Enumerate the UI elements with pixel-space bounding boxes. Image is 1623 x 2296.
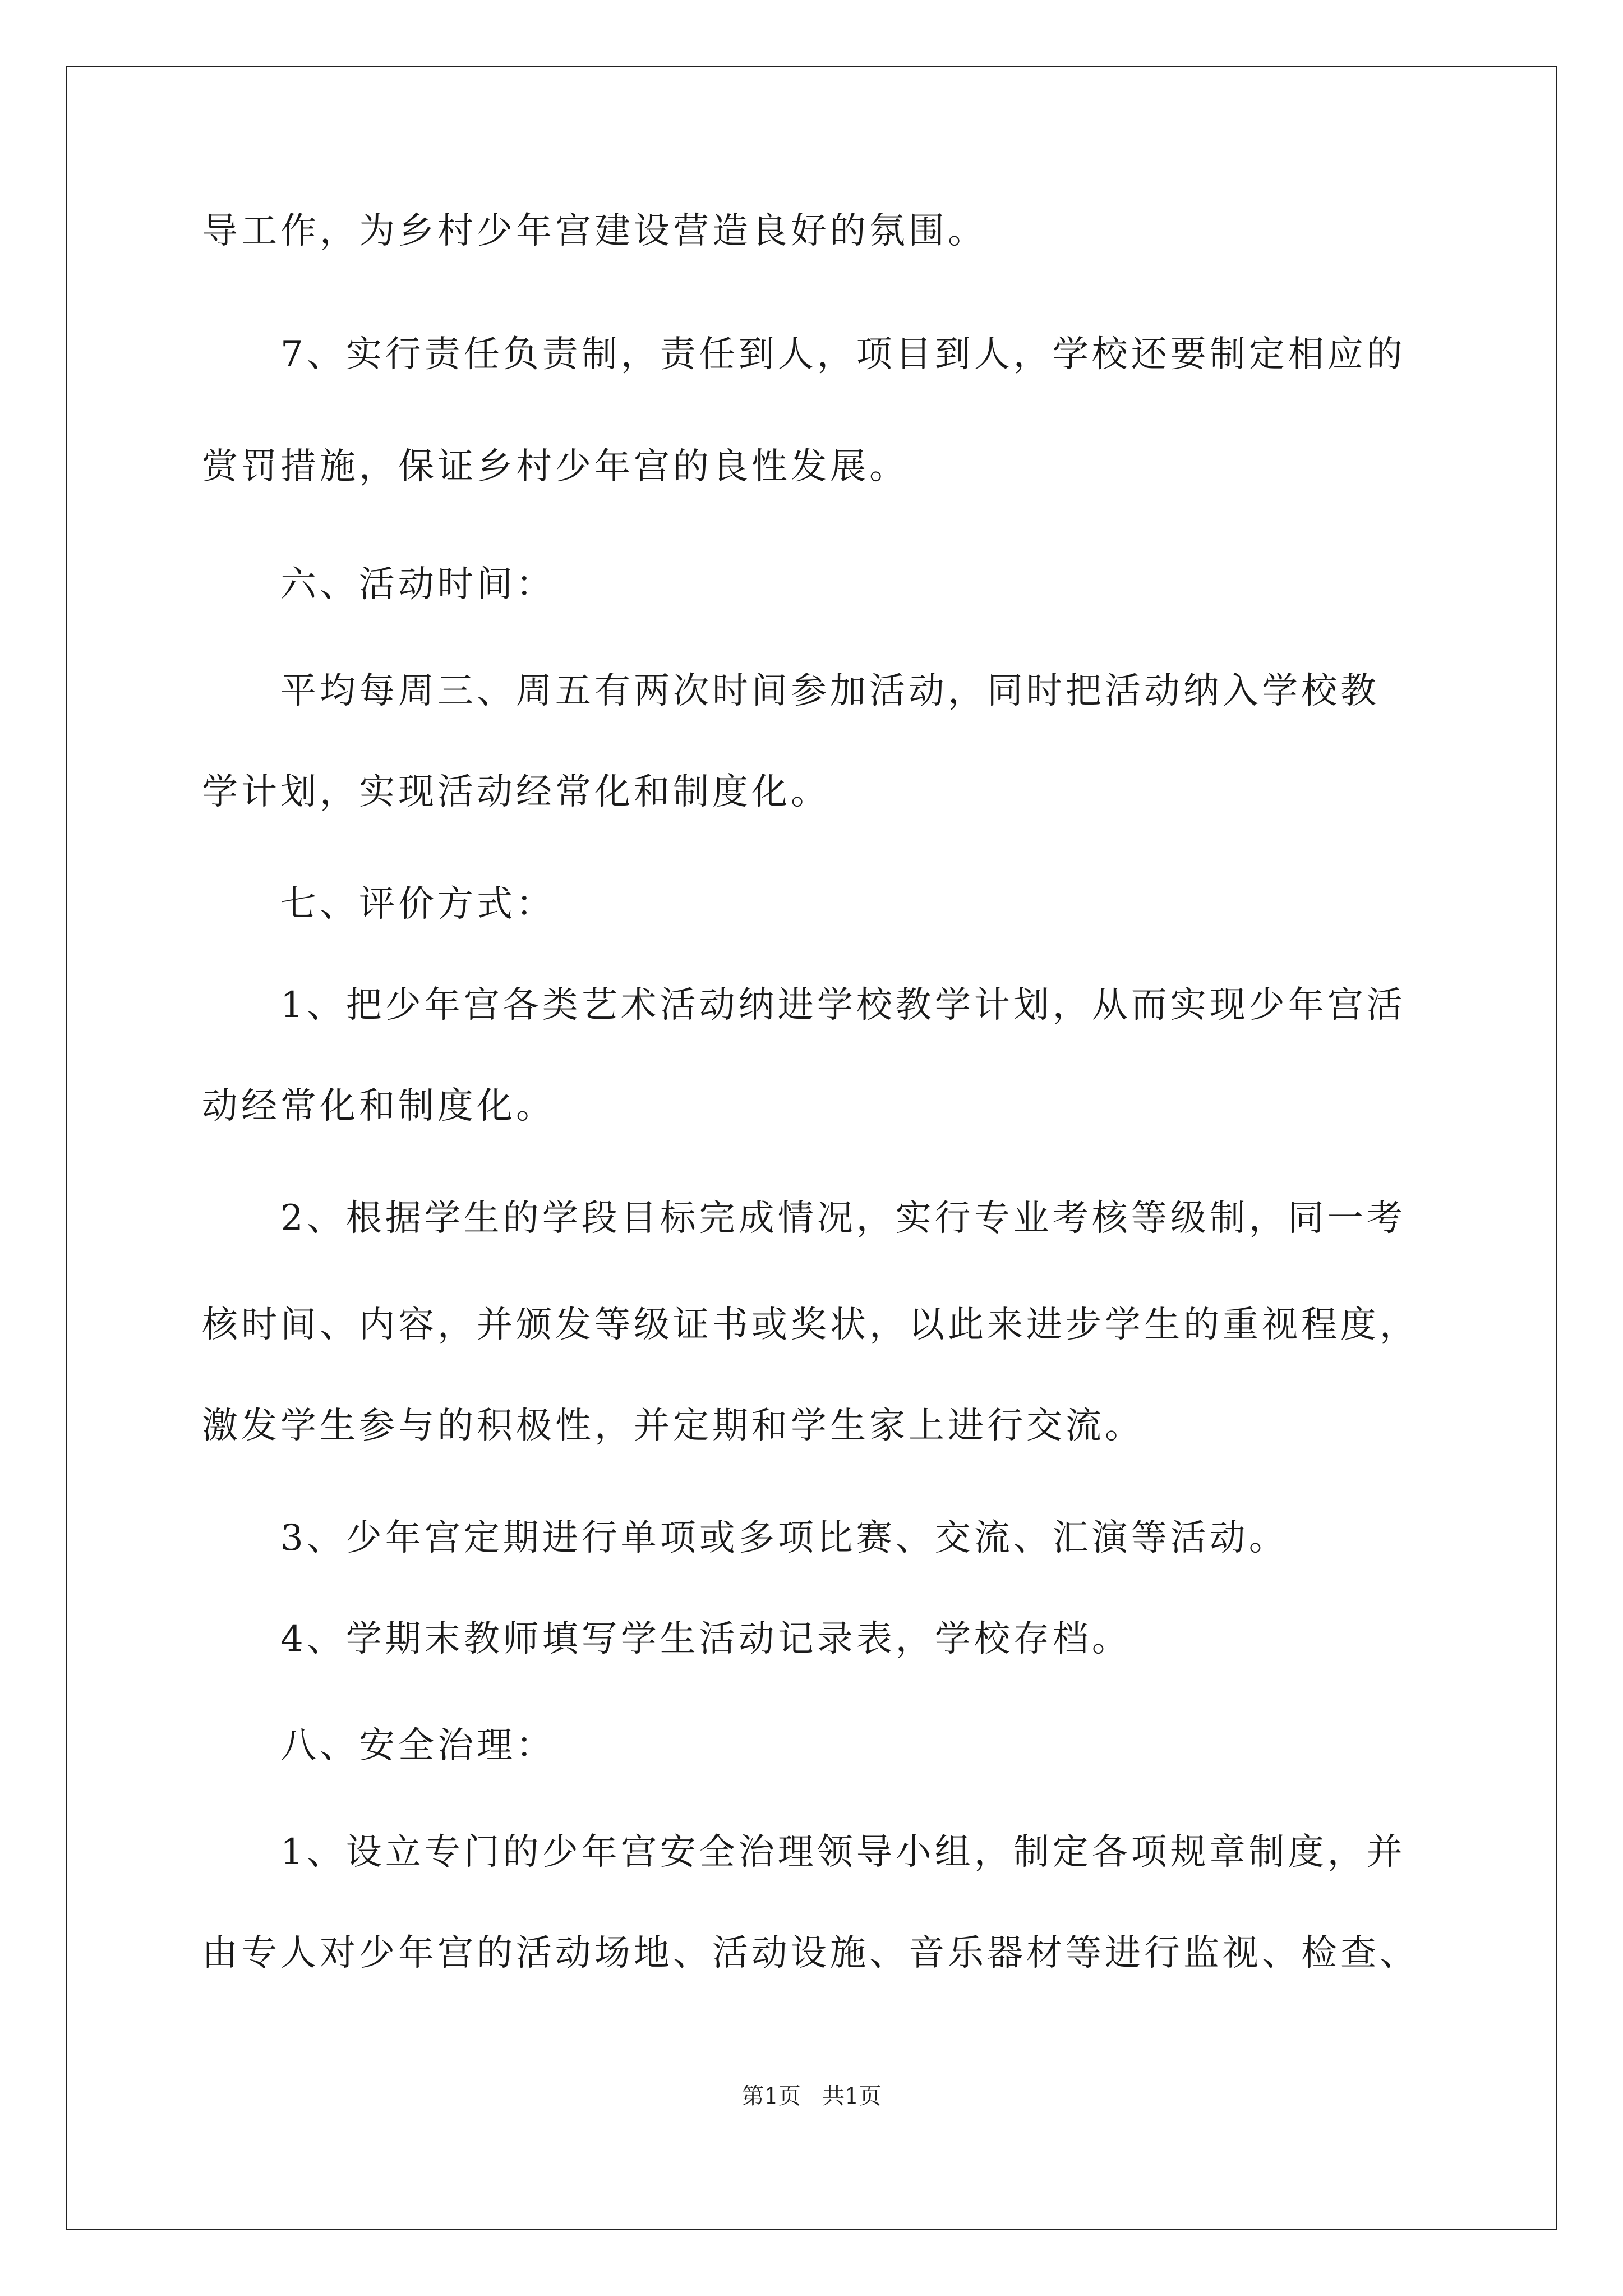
text-line: 平均每周三、周五有两次时间参加活动，同时把活动纳入学校教 xyxy=(280,670,1380,712)
text-line: 由专人对少年宫的活动场地、活动设施、音乐器材等进行监视、检查、 xyxy=(202,1932,1419,1974)
text-line: 导工作，为乡村少年宫建设营造良好的氛围。 xyxy=(202,210,987,252)
text-line: 3、少年宫定期进行单项或多项比赛、交流、汇演等活动。 xyxy=(280,1517,1288,1559)
text-line: 动经常化和制度化。 xyxy=(202,1085,555,1127)
text-line: 1、设立专门的少年宫安全治理领导小组，制定各项规章制度，并 xyxy=(280,1832,1406,1873)
text-line: 4、学期末教师填写学生活动记录表，学校存档。 xyxy=(280,1618,1131,1660)
text-line: 学计划，实现活动经常化和制度化。 xyxy=(202,771,830,813)
text-line: 激发学生参与的积极性，并定期和学生家上进行交流。 xyxy=(202,1405,1144,1447)
section-heading: 八、安全治理： xyxy=(280,1725,555,1766)
page-border xyxy=(66,66,1557,2230)
section-heading: 七、评价方式： xyxy=(280,884,555,925)
section-heading: 六、活动时间： xyxy=(280,564,555,605)
text-line: 1、把少年宫各类艺术活动纳进学校教学计划，从而实现少年宫活 xyxy=(280,984,1406,1026)
text-line: 7、实行责任负责制，责任到人，项目到人，学校还要制定相应的 xyxy=(280,334,1406,375)
text-line: 赏罚措施，保证乡村少年宫的良性发展。 xyxy=(202,446,909,487)
page-number-footer: 第1页 共1页 xyxy=(741,2083,882,2109)
text-line: 2、根据学生的学段目标完成情况，实行专业考核等级制，同一考 xyxy=(280,1198,1406,1239)
text-line: 核时间、内容，并颁发等级证书或奖状，以此来进步学生的重视程度， xyxy=(202,1304,1419,1346)
